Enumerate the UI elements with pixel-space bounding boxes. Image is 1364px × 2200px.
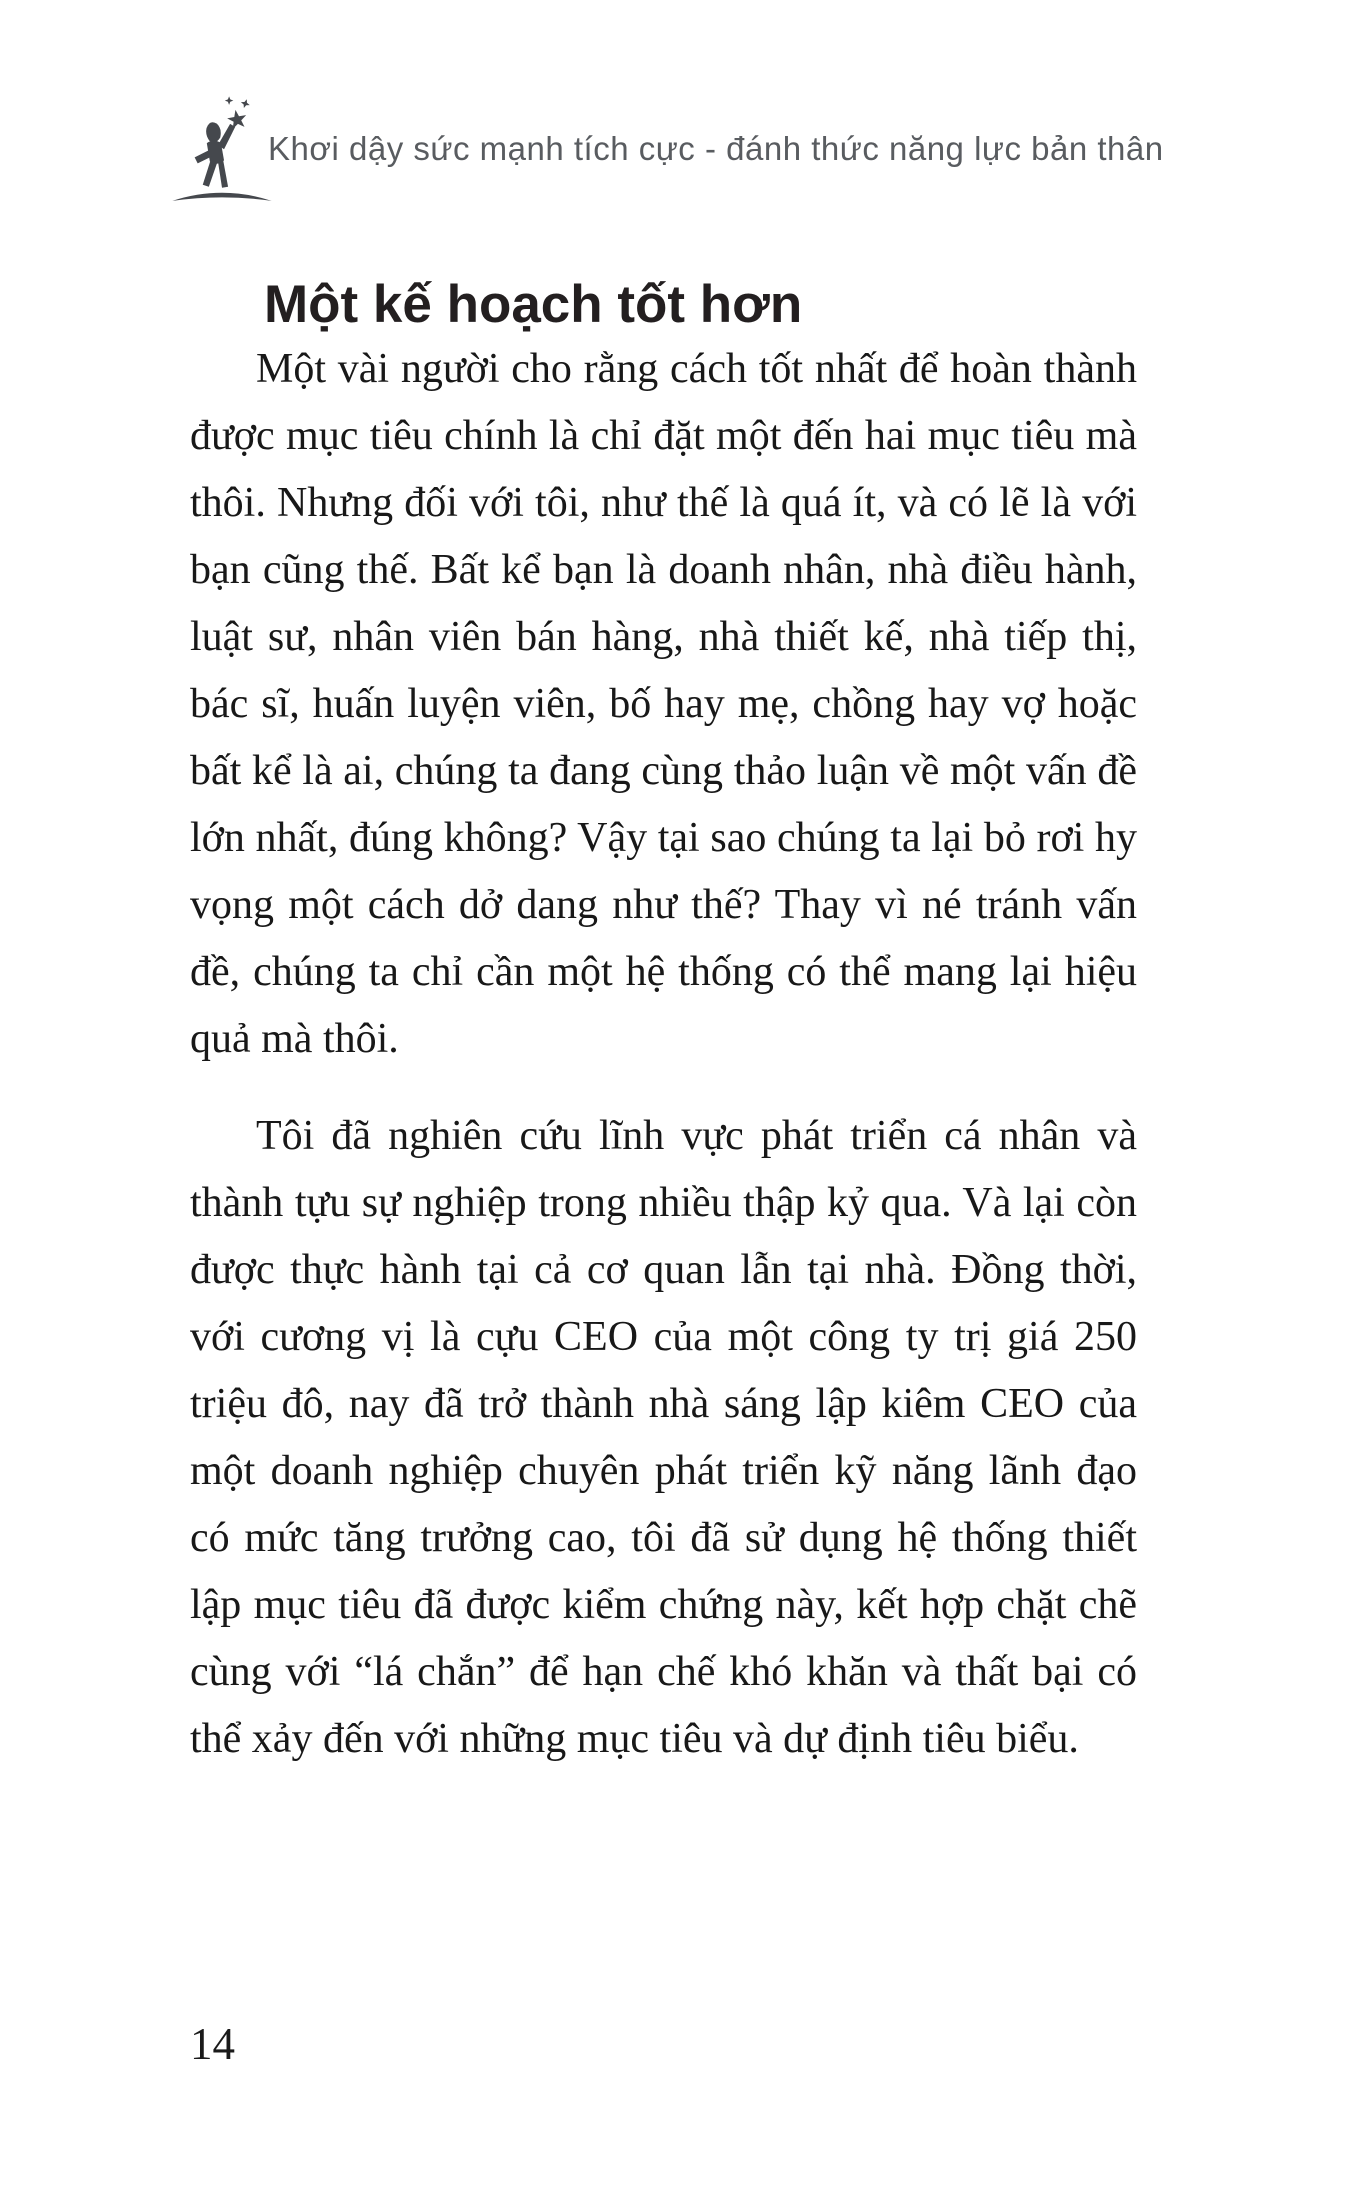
page-header — [0, 0, 1364, 230]
header-tagline: Khơi dậy sức mạnh tích cực - đánh thức năng lực bản thân — [268, 130, 1164, 167]
figure-reaching-star-icon — [166, 56, 278, 208]
chapter-heading: Một kế hoạch tốt hơn — [264, 274, 803, 334]
paragraph: Một vài người cho rằng cách tốt nhất để hoàn thành được mục tiêu chính là chỉ đặt một đến hai mục tiêu mà thôi. Nhưng đối với tôi, như thế là quá ít, và có lẽ là với bạn cũng thế. Bất kể bạn là doanh nhân, nhà điều hành, luật sư, nhân viên bán hàng, nhà thiết kế, nhà tiếp thị, bác sĩ, huấn luyện viên, bố hay mẹ, chồng hay vợ hoặc bất kể là ai, chúng ta đang cùng thảo luận về một vấn đề lớn nhất, đúng không? Vậy tại sao chúng ta lại bỏ rơi hy vọng một cách dở dang như thế? Thay vì né tránh vấn đề, chúng ta chỉ cần một hệ thống có thể mang lại hiệu quả mà thôi. — [190, 346, 1137, 1062]
body-text — [190, 336, 1137, 1773]
page-number: 14 — [190, 2019, 235, 2069]
paragraph: Tôi đã nghiên cứu lĩnh vực phát triển cá nhân và thành tựu sự nghiệp trong nhiều thập kỷ qua. Và lại còn được thực hành tại cả cơ quan lẫn tại nhà. Đồng thời, với cương vị là cựu CEO của một công ty trị giá 250 triệu đô, nay đã trở thành nhà sáng lập kiêm CEO của một doanh nghiệp chuyên phát triển kỹ năng lãnh đạo có mức tăng trưởng cao, tôi đã sử dụng hệ thống thiết lập mục tiêu đã được kiểm chứng này, kết hợp chặt chẽ cùng với “lá chắn” để hạn chế khó khăn và thất bại có thể xảy đến với những mục tiêu và dự định tiêu biểu. — [190, 1113, 1137, 1762]
